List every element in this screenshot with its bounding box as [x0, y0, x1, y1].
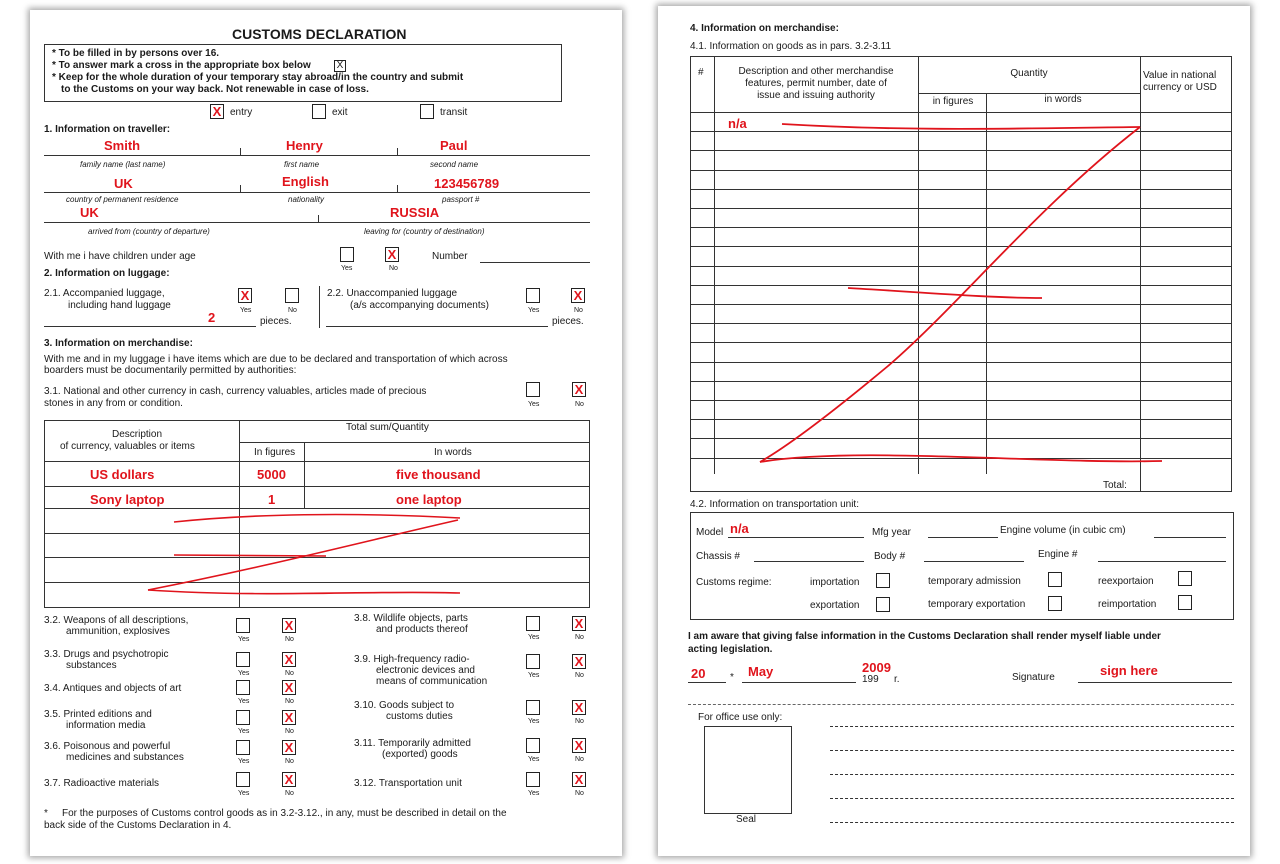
- q310-yes-checkbox[interactable]: [526, 700, 540, 715]
- instruction-3: * Keep for the whole duration of your temporary stay abroad/in the country and submit: [52, 72, 464, 83]
- signature-value[interactable]: sign here: [1100, 663, 1158, 678]
- table-row-line: [690, 381, 1232, 382]
- seal-box: [704, 726, 792, 814]
- th-description-cont: of currency, valuables or items: [60, 441, 195, 452]
- arrived-from-label: arrived from (country of departure): [88, 227, 210, 236]
- th-value-cont: currency or USD: [1143, 82, 1217, 93]
- entry-label: entry: [230, 107, 253, 118]
- table-row-line: [690, 246, 1232, 247]
- date-day-value[interactable]: 20: [691, 666, 706, 681]
- residence-value[interactable]: UK: [114, 176, 133, 191]
- q39-label: 3.9. High-frequency radio-: [354, 654, 470, 665]
- table-row-line: [690, 419, 1232, 420]
- row-1-description[interactable]: US dollars: [90, 467, 155, 482]
- nationality-label: nationality: [288, 195, 325, 204]
- yes-label: Yes: [240, 307, 252, 314]
- q31-label-cont: stones in any from or condition.: [44, 398, 183, 409]
- q35-label-cont: information media: [66, 720, 146, 731]
- th-description-cont: features, permit number, date of: [745, 78, 887, 89]
- seal-label: Seal: [736, 814, 757, 825]
- residence-label: country of permanent residence: [66, 195, 179, 204]
- no-label: No: [285, 670, 294, 677]
- yes-label: Yes: [528, 307, 540, 314]
- yes-label: Yes: [528, 401, 540, 408]
- footnote: For the purposes of Customs control goods as in 3.2-3.12., in any, must be described in detail on the: [62, 808, 507, 819]
- q31-yes-checkbox[interactable]: [526, 382, 540, 397]
- accompanied-label: 2.1. Accompanied luggage,: [44, 288, 165, 299]
- th-in-figures: in figures: [932, 96, 974, 107]
- section-42-label: 4.2. Information on transportation unit:: [690, 499, 859, 510]
- yes-label: Yes: [238, 636, 250, 643]
- q39-yes-checkbox[interactable]: [526, 654, 540, 669]
- awareness-statement-cont: acting legislation.: [688, 644, 773, 655]
- th-description-cont2: issue and issuing authority: [757, 90, 875, 101]
- passport-label: passport #: [442, 195, 480, 204]
- q36-label: 3.6. Poisonous and powerful: [44, 741, 171, 752]
- row-2-description[interactable]: Sony laptop: [90, 492, 165, 507]
- mfg-year-label: Mfg year: [872, 527, 911, 538]
- model-label: Model: [696, 527, 724, 538]
- q35-yes-checkbox[interactable]: [236, 710, 250, 725]
- arrived-from-value[interactable]: UK: [80, 205, 99, 220]
- q33-label-cont: substances: [66, 660, 117, 671]
- children-label: With me i have children under age: [44, 251, 196, 262]
- no-label: No: [285, 636, 294, 643]
- yes-label: Yes: [341, 265, 353, 272]
- q39-no-checkbox[interactable]: X: [572, 654, 586, 669]
- table-row-line: [690, 285, 1232, 286]
- q311-no-checkbox[interactable]: X: [572, 738, 586, 753]
- total-label: Total:: [1103, 480, 1127, 491]
- unaccompanied-no-checkbox[interactable]: X: [571, 288, 585, 303]
- first-name-label: first name: [284, 160, 320, 169]
- exit-checkbox[interactable]: [312, 104, 326, 119]
- engine-volume-label: Engine volume (in cubic cm): [1000, 525, 1126, 536]
- no-label: No: [575, 401, 584, 408]
- temp-exportation-label: temporary exportation: [928, 599, 1026, 610]
- awareness-statement: I am aware that giving false information in the Customs Declaration shall render myself liable under: [688, 631, 1161, 642]
- instruction-3-cont: to the Customs on your way back. Not renewable in case of loss.: [61, 84, 369, 95]
- q31-label: 3.1. National and other currency in cash, currency valuables, articles made of precious: [44, 386, 427, 397]
- q39-label-cont: electronic devices and: [376, 665, 475, 676]
- q31-no-checkbox[interactable]: X: [572, 382, 586, 397]
- entry-checkbox[interactable]: X: [210, 104, 224, 119]
- instruction-example-checkbox: X: [334, 60, 346, 72]
- q36-yes-checkbox[interactable]: [236, 740, 250, 755]
- temp-admission-label: temporary admission: [928, 576, 1021, 587]
- first-name-value[interactable]: Henry: [286, 138, 323, 153]
- table-row-line: [690, 208, 1232, 209]
- q35-no-checkbox[interactable]: X: [282, 710, 296, 725]
- th-in-words: in words: [1044, 94, 1082, 105]
- row-2-words[interactable]: one laptop: [396, 492, 462, 507]
- second-name-value[interactable]: Paul: [440, 138, 468, 153]
- yes-label: Yes: [238, 758, 250, 765]
- accompanied-yes-checkbox[interactable]: X: [238, 288, 252, 303]
- no-label: No: [288, 307, 297, 314]
- footnote-star: *: [44, 808, 48, 819]
- row-1-words[interactable]: five thousand: [396, 467, 481, 482]
- model-value[interactable]: n/a: [730, 521, 749, 536]
- section-2-heading: 2. Information on luggage:: [44, 268, 170, 279]
- yes-label: Yes: [528, 672, 540, 679]
- q312-label: 3.12. Transportation unit: [354, 778, 462, 789]
- no-label: No: [575, 790, 584, 797]
- reexportation-checkbox[interactable]: [1178, 571, 1192, 586]
- date-month-value[interactable]: May: [748, 664, 774, 679]
- th-in-words: In words: [434, 447, 472, 458]
- unaccompanied-label-cont: (a/s accompanying documents): [350, 300, 489, 311]
- q39-label-cont2: means of communication: [376, 676, 488, 687]
- reexportation-label: reexportaion: [1098, 576, 1154, 587]
- q33-yes-checkbox[interactable]: [236, 652, 250, 667]
- q37-label: 3.7. Radioactive materials: [44, 778, 160, 789]
- table-row-line: [690, 400, 1232, 401]
- q310-label: 3.10. Goods subject to: [354, 700, 455, 711]
- footnote-cont: back side of the Customs Declaration in 4.: [44, 820, 232, 831]
- q311-yes-checkbox[interactable]: [526, 738, 540, 753]
- table-row-line: [690, 189, 1232, 190]
- accompanied-no-checkbox[interactable]: [285, 288, 299, 303]
- q36-no-checkbox[interactable]: X: [282, 740, 296, 755]
- table-row-line: [690, 131, 1232, 132]
- q33-no-checkbox[interactable]: X: [282, 652, 296, 667]
- section-3-heading: 3. Information on merchandise:: [44, 338, 193, 349]
- year-prefix: 199: [862, 674, 879, 685]
- q311-label: 3.11. Temporarily admitted: [354, 738, 471, 749]
- yes-label: Yes: [528, 634, 540, 641]
- section-3-text-cont: boarders must be documentarily permitted by authorities:: [44, 365, 297, 376]
- th-in-figures: In figures: [254, 447, 296, 458]
- q38-label-cont: and products thereof: [376, 624, 468, 635]
- q35-label: 3.5. Printed editions and: [44, 709, 152, 720]
- family-name-value[interactable]: Smith: [104, 138, 141, 153]
- table-row-line: [690, 458, 1232, 459]
- table-row-line: [690, 266, 1232, 267]
- leaving-for-value[interactable]: RUSSIA: [390, 205, 440, 220]
- accompanied-label-cont: including hand luggage: [68, 300, 171, 311]
- no-label: No: [285, 790, 294, 797]
- table-row-line: [690, 342, 1232, 343]
- no-label: No: [575, 718, 584, 725]
- importation-checkbox[interactable]: [876, 573, 890, 588]
- signature-label: Signature: [1012, 672, 1055, 683]
- q310-label-cont: customs duties: [386, 711, 453, 722]
- children-yes-checkbox[interactable]: [340, 247, 354, 262]
- q310-no-checkbox[interactable]: X: [572, 700, 586, 715]
- importation-label: importation: [810, 577, 860, 588]
- leaving-for-label: leaving for (country of destination): [364, 227, 485, 236]
- no-label: No: [575, 672, 584, 679]
- exit-label: exit: [332, 107, 348, 118]
- section-3-text: With me and in my luggage i have items which are due to be declared and transportation of which across: [44, 354, 508, 365]
- date-separator: *: [730, 672, 734, 683]
- unaccompanied-label: 2.2. Unaccompanied luggage: [327, 288, 458, 299]
- yes-label: Yes: [528, 756, 540, 763]
- yes-label: Yes: [528, 790, 540, 797]
- no-label: No: [389, 265, 398, 272]
- table-row-line: [690, 304, 1232, 305]
- yes-label: Yes: [238, 790, 250, 797]
- pieces-label-2: pieces.: [552, 316, 584, 327]
- pieces-label: pieces.: [260, 316, 292, 327]
- q34-yes-checkbox[interactable]: [236, 680, 250, 695]
- temp-exportation-checkbox[interactable]: [1048, 596, 1062, 611]
- q38-yes-checkbox[interactable]: [526, 616, 540, 631]
- no-label: No: [575, 756, 584, 763]
- q37-yes-checkbox[interactable]: [236, 772, 250, 787]
- section-41-label: 4.1. Information on goods as in pars. 3.2-3.11: [690, 41, 892, 52]
- unaccompanied-yes-checkbox[interactable]: [526, 288, 540, 303]
- family-name-label: family name (last name): [80, 160, 166, 169]
- table-row-line: [690, 438, 1232, 439]
- th-description: Description and other merchandise: [738, 66, 894, 77]
- yes-label: Yes: [238, 698, 250, 705]
- q311-label-cont: (exported) goods: [382, 749, 458, 760]
- section-4-heading: 4. Information on merchandise:: [690, 23, 839, 34]
- th-number: #: [698, 67, 704, 78]
- table-row-line: [690, 112, 1232, 113]
- q312-no-checkbox[interactable]: X: [572, 772, 586, 787]
- declaration-front-page: [30, 10, 622, 856]
- chassis-label: Chassis #: [696, 551, 740, 562]
- q38-label: 3.8. Wildlife objects, parts: [354, 613, 468, 624]
- body-label: Body #: [874, 551, 906, 562]
- no-label: No: [285, 728, 294, 735]
- transit-label: transit: [440, 107, 468, 118]
- q32-yes-checkbox[interactable]: [236, 618, 250, 633]
- table-row-line: [690, 170, 1232, 171]
- year-suffix: r.: [894, 674, 900, 685]
- yes-label: Yes: [238, 728, 250, 735]
- pieces-count-value[interactable]: 2: [208, 310, 216, 325]
- customs-regime-label: Customs regime:: [696, 577, 772, 588]
- number-label: Number: [432, 251, 468, 262]
- q312-yes-checkbox[interactable]: [526, 772, 540, 787]
- declaration-back-page: [658, 6, 1250, 856]
- no-label: No: [574, 307, 583, 314]
- q32-label-cont: ammunition, explosives: [66, 626, 170, 637]
- q32-no-checkbox[interactable]: X: [282, 618, 296, 633]
- instruction-2: * To answer mark a cross in the appropriate box below: [52, 60, 311, 71]
- instruction-1: * To be filled in by persons over 16.: [52, 48, 220, 59]
- section-1-heading: 1. Information on traveller:: [44, 124, 171, 135]
- th-description: Description: [112, 429, 163, 440]
- no-label: No: [285, 698, 294, 705]
- q32-label: 3.2. Weapons of all descriptions,: [44, 615, 189, 626]
- children-no-checkbox[interactable]: X: [385, 247, 399, 262]
- exportation-checkbox[interactable]: [876, 597, 890, 612]
- q38-no-checkbox[interactable]: X: [572, 616, 586, 631]
- date-year-value[interactable]: 2009: [862, 660, 891, 675]
- transit-checkbox[interactable]: [420, 104, 434, 119]
- nationality-value[interactable]: English: [282, 174, 329, 189]
- table-row-line: [690, 323, 1232, 324]
- goods-na-value[interactable]: n/a: [728, 116, 747, 131]
- th-value: Value in national: [1143, 70, 1217, 81]
- no-label: No: [285, 758, 294, 765]
- temp-admission-checkbox[interactable]: [1048, 572, 1062, 587]
- q34-no-checkbox[interactable]: X: [282, 680, 296, 695]
- engine-label: Engine #: [1038, 549, 1078, 560]
- no-label: No: [575, 634, 584, 641]
- reimportation-checkbox[interactable]: [1178, 595, 1192, 610]
- q34-label: 3.4. Antiques and objects of art: [44, 683, 182, 694]
- yes-label: Yes: [528, 718, 540, 725]
- row-1-figures[interactable]: 5000: [257, 467, 286, 482]
- table-row-line: [690, 227, 1232, 228]
- second-name-label: second name: [430, 160, 479, 169]
- office-use-label: For office use only:: [698, 712, 783, 723]
- table-row-line: [690, 150, 1232, 151]
- form-title: CUSTOMS DECLARATION: [232, 26, 407, 42]
- th-total: Total sum/Quantity: [346, 422, 429, 433]
- goods-table: [690, 56, 1232, 492]
- exportation-label: exportation: [810, 600, 860, 611]
- table-row-line: [690, 362, 1232, 363]
- yes-label: Yes: [238, 670, 250, 677]
- q33-label: 3.3. Drugs and psychotropic: [44, 649, 169, 660]
- passport-value[interactable]: 123456789: [434, 176, 500, 191]
- row-2-figures[interactable]: 1: [268, 492, 276, 507]
- th-quantity: Quantity: [1010, 68, 1048, 79]
- q37-no-checkbox[interactable]: X: [282, 772, 296, 787]
- reimportation-label: reimportation: [1098, 599, 1157, 610]
- q36-label-cont: medicines and substances: [66, 752, 184, 763]
